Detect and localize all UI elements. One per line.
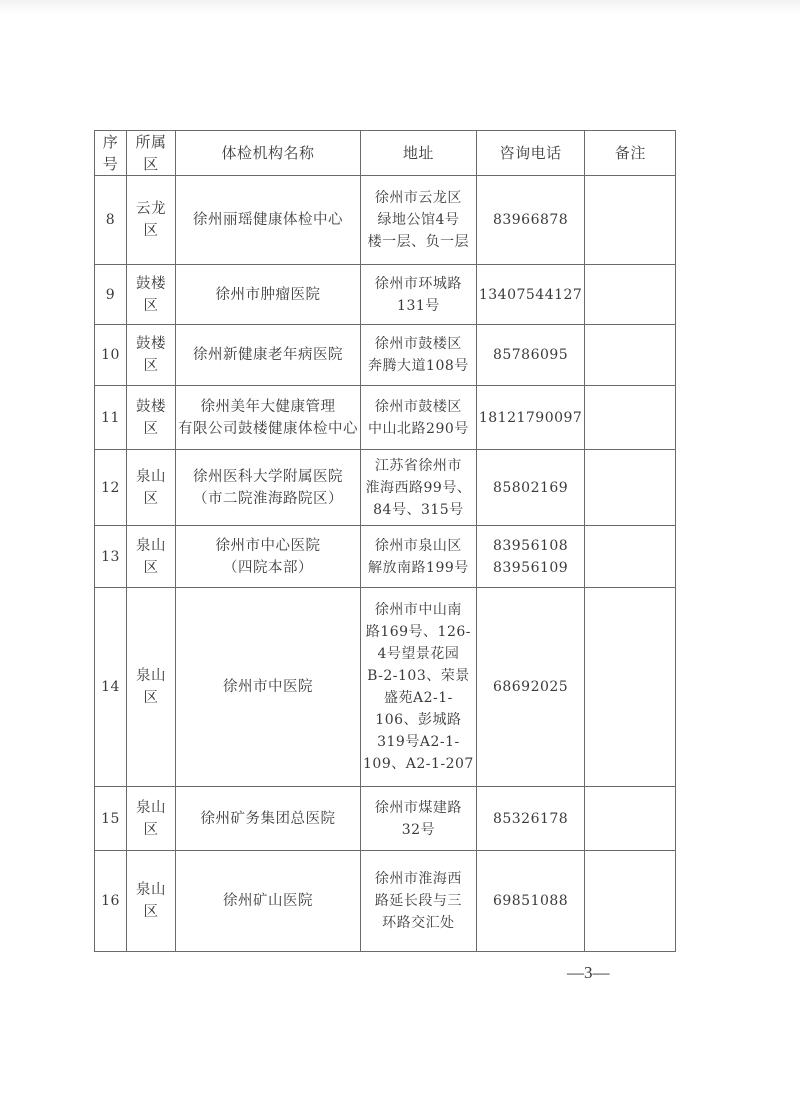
cell-district: 鼓楼区 [127, 386, 176, 450]
cell-phone-line: 83956109 [492, 559, 569, 576]
cell-institution-name-line: 有限公司鼓楼健康体检中心 [178, 420, 358, 437]
medical-institution-table [94, 130, 676, 952]
cell-institution-name-line: 徐州市中心医院 [215, 537, 321, 554]
cell-institution-name [176, 386, 361, 450]
cell-phone [476, 526, 584, 588]
cell-address-line: 盛苑A2-1- [383, 690, 453, 706]
cell-remarks [585, 325, 676, 386]
cell-district: 泉山区 [127, 588, 176, 787]
cell-address-line: 淮海西路99号、 [365, 479, 472, 496]
cell-institution-name [176, 265, 361, 325]
cell-phone [476, 450, 584, 526]
cell-address-line: 徐州市环城路 [374, 275, 462, 292]
cell-institution-name [176, 787, 361, 851]
cell-address-line: 徐州市中山南 [374, 602, 462, 618]
cell-phone [476, 265, 584, 325]
table-row [95, 176, 676, 265]
cell-phone-line: 18121790097 [478, 409, 583, 426]
cell-address-line: 绿地公馆4号 [377, 212, 460, 228]
cell-district: 鼓楼区 [127, 265, 176, 325]
cell-institution-name-line: （四院本部） [223, 559, 313, 576]
cell-institution-name-line: 徐州美年大健康管理 [200, 398, 336, 415]
cell-phone [476, 588, 584, 787]
cell-remarks [585, 450, 676, 526]
header-remarks: 备注 [585, 131, 676, 176]
cell-phone [476, 386, 584, 450]
cell-serial-no: 14 [95, 588, 127, 787]
cell-institution-name-line: 徐州矿务集团总医院 [200, 810, 336, 827]
table-row [95, 325, 676, 386]
cell-institution-name [176, 325, 361, 386]
cell-phone [476, 787, 584, 851]
cell-address-line: 4号望景花园 [377, 646, 460, 662]
cell-institution-name [176, 588, 361, 787]
cell-institution-name-line: 徐州市肿瘤医院 [215, 286, 321, 303]
cell-address [361, 386, 477, 450]
cell-district: 泉山区 [127, 787, 176, 851]
cell-address [361, 176, 477, 265]
cell-remarks [585, 787, 676, 851]
cell-phone-line: 13407544127 [478, 286, 583, 303]
cell-institution-name [176, 851, 361, 952]
header-serial-no: 序号 [95, 131, 127, 176]
cell-address [361, 526, 477, 588]
cell-address [361, 787, 477, 851]
cell-address-line: 路延长段与三 [374, 893, 462, 909]
cell-institution-name-line: 徐州矿山医院 [223, 893, 313, 909]
header-institution-name: 体检机构名称 [176, 131, 361, 176]
cell-address [361, 588, 477, 787]
cell-address [361, 450, 477, 526]
cell-address-line: 解放南路199号 [368, 559, 469, 576]
cell-serial-no: 11 [95, 386, 127, 450]
header-district: 所属区 [127, 131, 176, 176]
cell-address-line: 路169号、126- [365, 624, 472, 640]
cell-address-line: 徐州市云龙区 [374, 190, 462, 206]
cell-district: 云龙区 [127, 176, 176, 265]
cell-phone [476, 325, 584, 386]
cell-address [361, 851, 477, 952]
table-row [95, 588, 676, 787]
cell-phone-line: 85802169 [492, 479, 569, 496]
cell-phone-line: 69851088 [492, 893, 569, 909]
cell-phone-line: 83956108 [492, 537, 569, 554]
cell-serial-no: 9 [95, 265, 127, 325]
table-row [95, 450, 676, 526]
cell-district: 泉山区 [127, 526, 176, 588]
cell-serial-no: 12 [95, 450, 127, 526]
cell-phone-line: 85786095 [492, 347, 569, 363]
cell-address-line: 奔腾大道108号 [368, 358, 469, 374]
table-row [95, 851, 676, 952]
table-header-row [95, 131, 676, 176]
cell-serial-no: 8 [95, 176, 127, 265]
cell-phone-line: 85326178 [492, 810, 569, 827]
cell-address-line: B-2-103、荣景 [367, 668, 470, 684]
header-address: 地址 [361, 131, 477, 176]
cell-address-line: 徐州市鼓楼区 [374, 398, 462, 415]
header-phone: 咨询电话 [476, 131, 584, 176]
cell-address [361, 265, 477, 325]
cell-address-line: 32号 [401, 821, 436, 838]
cell-institution-name [176, 526, 361, 588]
cell-remarks [585, 386, 676, 450]
cell-address-line: 徐州市煤建路 [374, 799, 462, 816]
cell-address-line: 131号 [397, 297, 440, 314]
cell-institution-name-line: 徐州市中医院 [223, 679, 313, 695]
cell-district: 泉山区 [127, 851, 176, 952]
cell-institution-name-line: （市二院淮海路院区） [193, 490, 343, 507]
cell-remarks [585, 588, 676, 787]
cell-district: 泉山区 [127, 450, 176, 526]
cell-remarks [585, 265, 676, 325]
cell-address-line: 106、彭城路 [375, 712, 462, 728]
cell-address-line: 中山北路290号 [368, 420, 469, 437]
cell-address-line: 徐州市鼓楼区 [374, 336, 462, 352]
cell-address-line: 徐州市淮海西 [374, 871, 462, 887]
cell-institution-name-line: 徐州新健康老年病医院 [193, 347, 343, 363]
cell-remarks [585, 176, 676, 265]
cell-address-line: 江苏省徐州市 [374, 457, 462, 474]
cell-address-line: 109、A2-1-207 [363, 756, 474, 772]
page-number: —3— [567, 963, 610, 982]
cell-serial-no: 13 [95, 526, 127, 588]
table-row [95, 787, 676, 851]
cell-address-line: 环路交汇处 [382, 915, 455, 931]
cell-address-line: 84号、315号 [373, 501, 464, 518]
table-row [95, 386, 676, 450]
cell-remarks [585, 851, 676, 952]
cell-phone-line: 68692025 [492, 679, 569, 695]
scan-top-edge [0, 0, 800, 14]
cell-address [361, 325, 477, 386]
cell-phone [476, 176, 584, 265]
cell-phone-line: 83966878 [492, 212, 569, 228]
cell-remarks [585, 526, 676, 588]
cell-serial-no: 15 [95, 787, 127, 851]
cell-institution-name [176, 176, 361, 265]
cell-address-line: 徐州市泉山区 [374, 537, 462, 554]
cell-address-line: 319号A2-1- [377, 734, 460, 750]
table-row [95, 526, 676, 588]
cell-serial-no: 10 [95, 325, 127, 386]
cell-institution-name-line: 徐州医科大学附属医院 [193, 468, 343, 485]
cell-serial-no: 16 [95, 851, 127, 952]
cell-institution-name-line: 徐州丽瑶健康体检中心 [193, 212, 343, 228]
cell-district: 鼓楼区 [127, 325, 176, 386]
cell-institution-name [176, 450, 361, 526]
table-row [95, 265, 676, 325]
cell-address-line: 楼一层、负一层 [367, 234, 470, 250]
cell-phone [476, 851, 584, 952]
